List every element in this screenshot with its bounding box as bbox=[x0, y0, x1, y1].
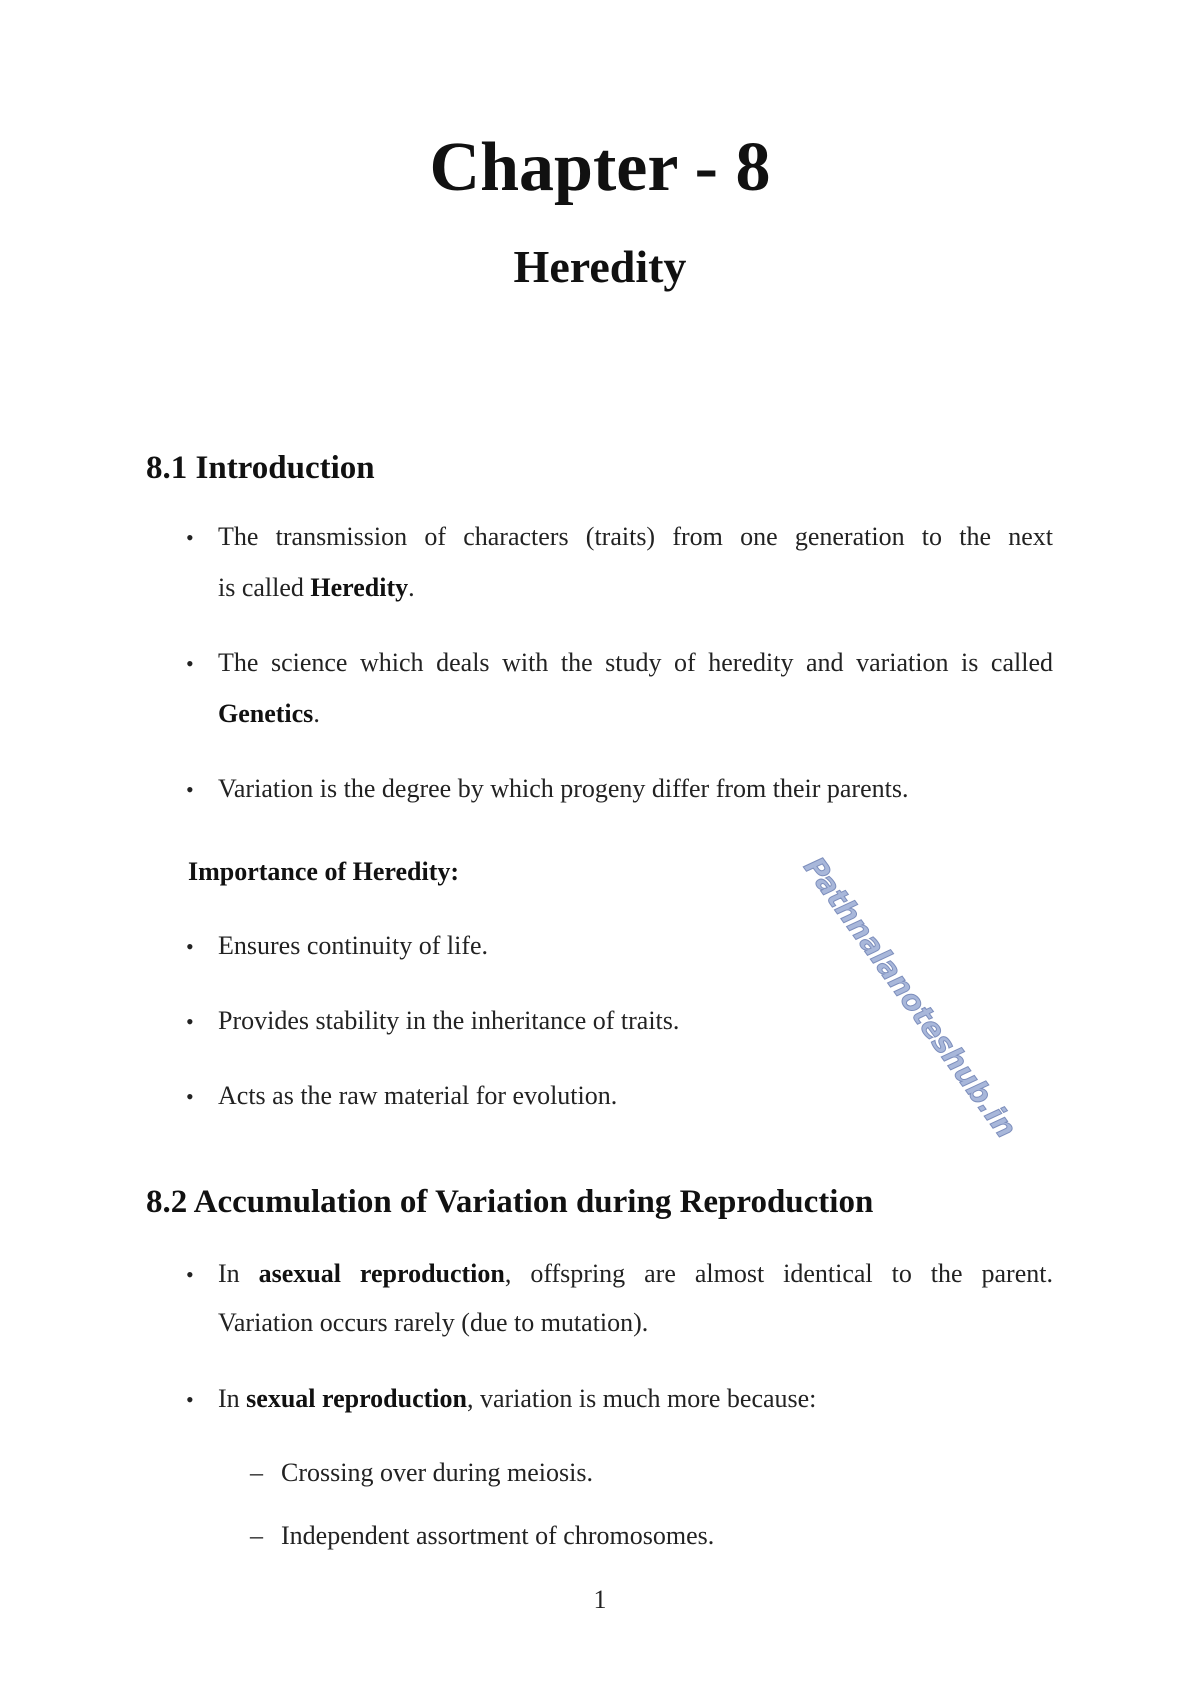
watermark: Pathnalanoteshub.in bbox=[797, 850, 1024, 1145]
text: In bbox=[218, 1259, 259, 1288]
bullet-icon: • bbox=[186, 934, 194, 959]
bullet-icon: • bbox=[186, 1387, 194, 1412]
sub-list-item: Crossing over during meiosis. bbox=[281, 1458, 593, 1487]
bullet-icon: • bbox=[186, 651, 194, 676]
bullet-icon: • bbox=[186, 777, 194, 802]
text: , variation is much more because: bbox=[466, 1384, 817, 1413]
list-item: Provides stability in the inheritance of traits. bbox=[218, 1006, 680, 1035]
importance-heading: Importance of Heredity: bbox=[188, 857, 460, 886]
text: , offspring are almost identical to the parent. bbox=[504, 1259, 1053, 1288]
list-item: Ensures continuity of life. bbox=[218, 931, 489, 960]
page-number: 1 bbox=[593, 1585, 607, 1614]
chapter-title: Heredity bbox=[513, 241, 687, 292]
text-line bbox=[218, 1384, 816, 1414]
list-item: Acts as the raw material for evolution. bbox=[218, 1081, 618, 1110]
section-heading-introduction: 8.1 Introduction bbox=[146, 450, 375, 486]
text-line: Variation is the degree by which progeny differ from their parents. bbox=[218, 774, 909, 803]
term-heredity: Heredity bbox=[310, 573, 409, 602]
dash-icon: – bbox=[250, 1521, 263, 1550]
section-heading-variation: 8.2 Accumulation of Variation during Reproduction bbox=[146, 1184, 874, 1220]
sub-list-item: Independent assortment of chromosomes. bbox=[281, 1521, 715, 1550]
text-line bbox=[218, 1259, 1053, 1289]
text: . bbox=[313, 699, 320, 728]
text-line: Variation occurs rarely (due to mutation). bbox=[218, 1308, 649, 1337]
bullet-icon: • bbox=[186, 1262, 194, 1287]
text: In bbox=[218, 1384, 247, 1413]
bullet-icon: • bbox=[186, 1009, 194, 1034]
term-sexual-reproduction: sexual reproduction bbox=[246, 1384, 467, 1413]
text: . bbox=[408, 573, 415, 602]
bullet-icon: • bbox=[186, 525, 194, 550]
text-line: The transmission of characters (traits) from one generation to the next bbox=[218, 522, 1053, 551]
text: is called bbox=[218, 573, 311, 602]
text-line: The science which deals with the study of heredity and variation is called bbox=[218, 648, 1053, 677]
dash-icon: – bbox=[250, 1458, 263, 1487]
bullet-icon: • bbox=[186, 1084, 194, 1109]
term-asexual-reproduction: asexual reproduction bbox=[258, 1259, 505, 1288]
text-line bbox=[218, 699, 320, 729]
text-line bbox=[218, 573, 415, 603]
term-genetics: Genetics bbox=[218, 699, 314, 728]
chapter-number: Chapter - 8 bbox=[429, 129, 771, 206]
